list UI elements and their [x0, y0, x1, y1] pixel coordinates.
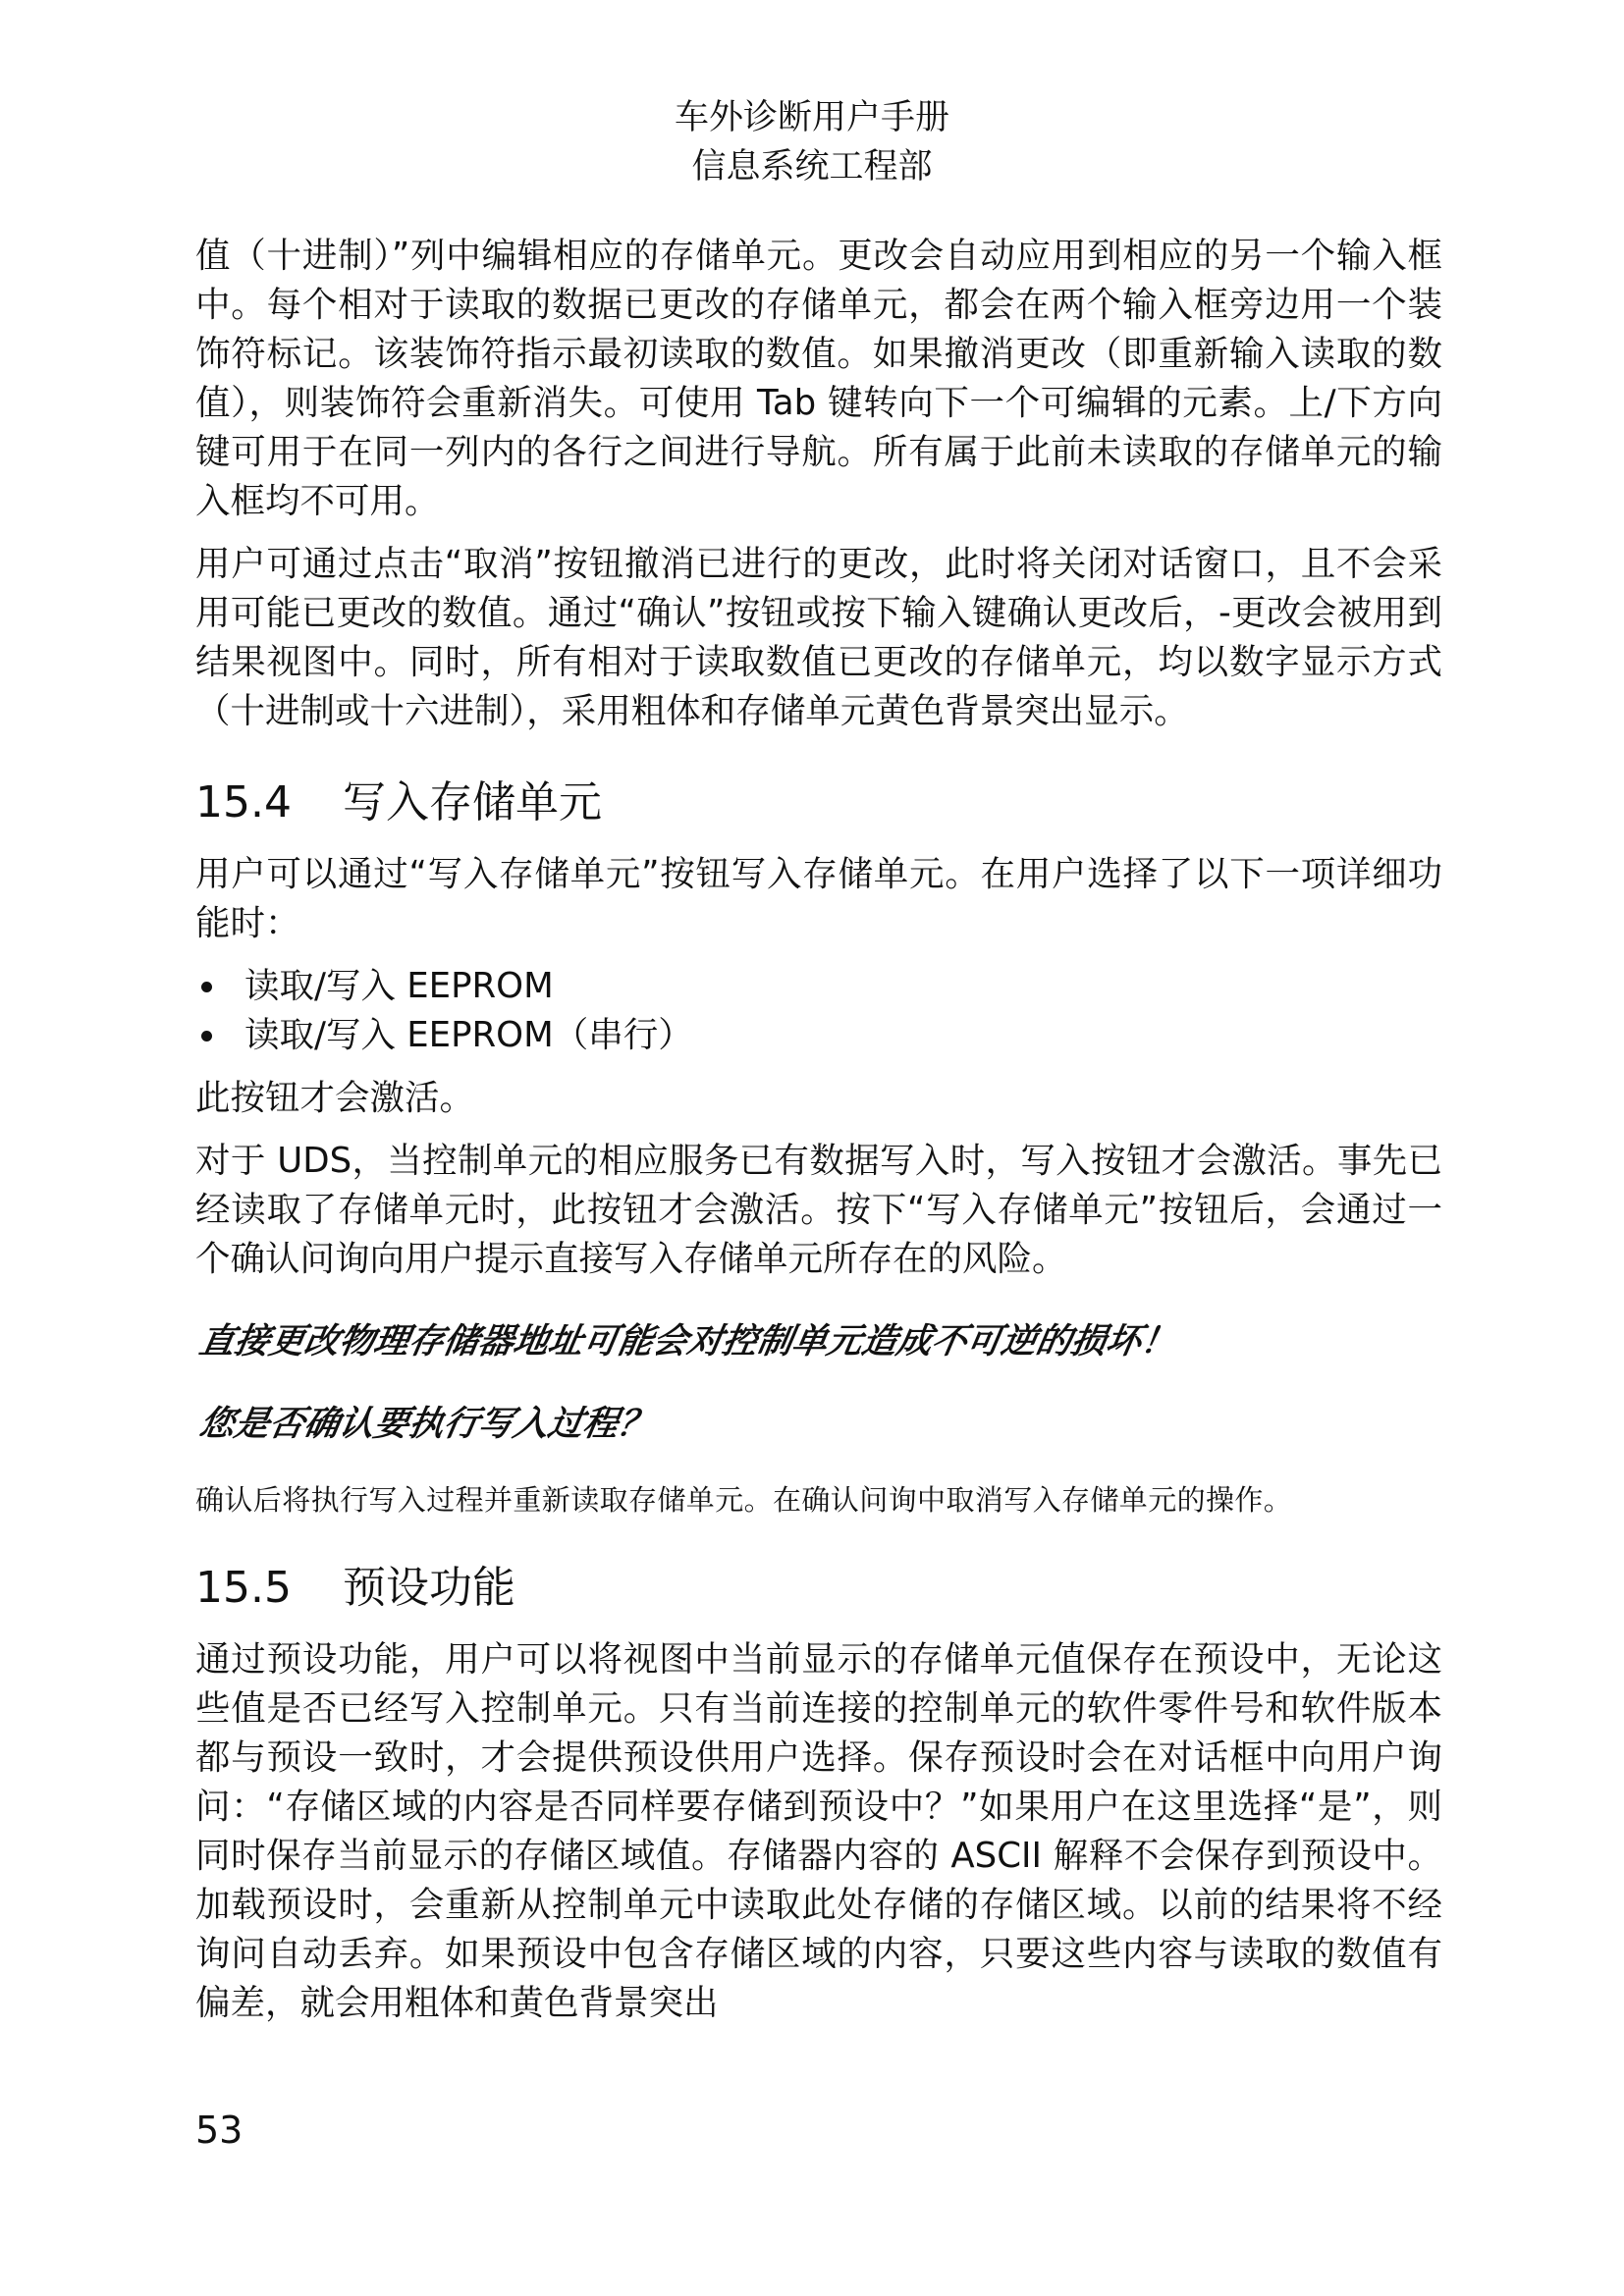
paragraph-confirm-note: 确认后将执行写入过程并重新读取存储单元。在确认问询中取消写入存储单元的操作。 [195, 1483, 1293, 1517]
page-content [195, 232, 1442, 2042]
warning-irreversible-damage: 直接更改物理存储器地址可能会对控制单元造成不可逆的损坏！ [195, 1321, 1180, 1362]
section-title: 写入存储单元 [343, 777, 602, 828]
warning-confirm-write: 您是否确认要执行写入过程？ [195, 1404, 657, 1444]
paragraph-write-intro: 用户可以通过“写入存储单元”按钮写入存储单元。在用户选择了以下一项详细功能时： [195, 854, 1442, 943]
page-number: 53 [195, 2109, 244, 2152]
bullet-icon [201, 1031, 212, 1041]
section-heading-15-4 [195, 775, 1442, 830]
header-document-title: 车外诊断用户手册 [674, 98, 949, 137]
list-item-label: 读取/写入 EEPROM（串行） [244, 1015, 693, 1055]
paragraph-memory-edit: 值（十进制）”列中编辑相应的存储单元。更改会自动应用到相应的另一个输入框中。每个相对于读取的数据已更改的存储单元，都会在两个输入框旁边用一个装饰符标记。该装饰符指示最初读取的数值。如果撤消更改（即重新输入读取的数值），则装饰符会重新消失。可使用 Tab 键转向下一个可编辑的元素。上/下方向键可用于在同一列内的各行之间进行导航。所有属于此前未读取的存储单元的输入框均不可用。 [195, 236, 1442, 521]
paragraph-cancel-confirm: 用户可通过点击“取消”按钮撤消已进行的更改，此时将关闭对话窗口，且不会采用可能已更改的数值。通过“确认”按钮或按下输入键确认更改后，-更改会被用到结果视图中。同时，所有相对于读取数值已更改的存储单元，均以数字显示方式（十进制或十六进制），采用粗体和存储单元黄色背景突出显示。 [195, 544, 1442, 731]
section-number: 15.5 [195, 1563, 292, 1613]
bullet-icon [201, 982, 212, 992]
header-department: 信息系统工程部 [691, 147, 933, 187]
section-number: 15.4 [195, 777, 292, 828]
list-item [195, 1011, 1442, 1060]
list-item [195, 962, 1442, 1011]
page-header [0, 93, 1624, 191]
paragraph-button-active: 此按钮才会激活。 [195, 1078, 475, 1118]
paragraph-uds: 对于 UDS，当控制单元的相应服务已有数据写入时，写入按钮才会激活。事先已经读取了存储单元时，此按钮才会激活。按下“写入存储单元”按钮后，会通过一个确认问询向用户提示直接写入存储单元所存在的风险。 [195, 1141, 1442, 1279]
list-item-label: 读取/写入 EEPROM [244, 966, 554, 1006]
section-title: 预设功能 [343, 1563, 515, 1613]
bullet-list [195, 962, 1442, 1060]
paragraph-presets: 通过预设功能，用户可以将视图中当前显示的存储单元值保存在预设中，无论这些值是否已经写入控制单元。只有当前连接的控制单元的软件零件号和软件版本都与预设一致时，才会提供预设供用户选择。保存预设时会在对话框中向用户询问：“存储区域的内容是否同样要存储到预设中？”如果用户在这里选择“是”，则同时保存当前显示的存储区域值。存储器内容的 ASCII 解释不会保存到预设中。加载预设时，会重新从控制单元中读取此处存储的存储区域。以前的结果将不经询问自动丢弃。如果预设中包含存储区域的内容，只要这些内容与读取的数值有偏差，就会用粗体和黄色背景突出 [195, 1639, 1442, 2023]
section-heading-15-5 [195, 1561, 1442, 1616]
